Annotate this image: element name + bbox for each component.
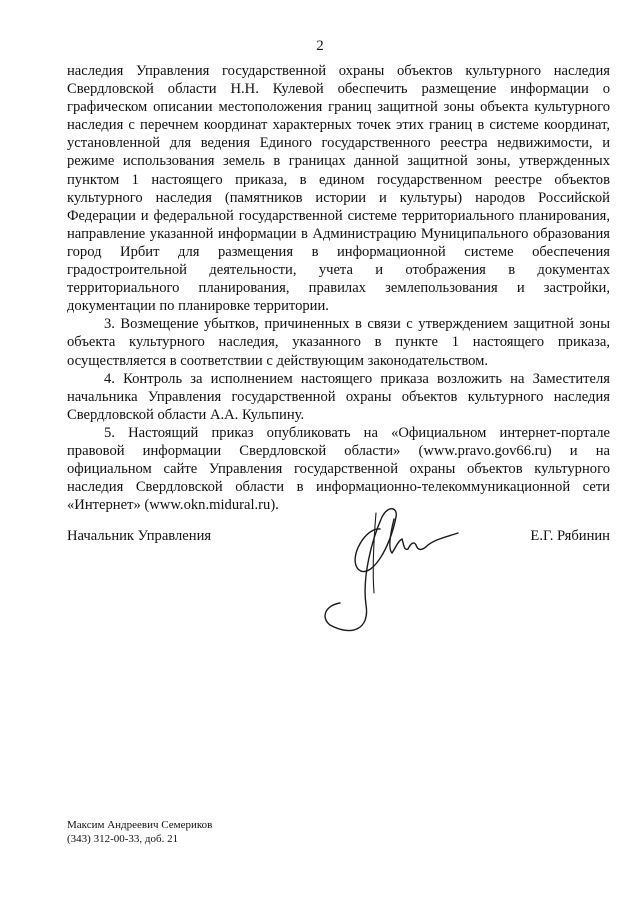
signatory-name: Е.Г. Рябинин bbox=[530, 528, 610, 544]
executor-phone: (343) 312-00-33, доб. 21 bbox=[67, 833, 179, 845]
paragraph-continuation: наследия Управления государственной охраны объектов культурного наследия Свердловской области Н.Н. Кулевой обеспечить размещение информации о графическом описании местоположения границ защитной зоны объекта культурного наследия с перечнем координат характерных точек этих границ в системе координат, установленной для ведения Единого государственного реестра недвижимости, и режиме использования земель в границах данной защитной зоны, утвержденных пунктом 1 настоящего приказа, в едином государственном реестре объектов культурного наследия (памятников истории и культуры) народов Российской Федерации и федеральной государственной системе территориального планирования, направление указанной информации в Администрацию Муниципального образования город Ирбит для размещения в информационной системе обеспечения градостроительной деятельности, учета и отображения в документах территориального планирования, правилах землепользования и застройки, документации по планировке территории. bbox=[67, 63, 610, 315]
paragraph-item-3: 3. Возмещение убытков, причиненных в связи с утверждением защитной зоны объекта культурного наследия, указанного в пункте 1 настоящего приказа, осуществляется в соответствии с действующим законодательством. bbox=[67, 316, 610, 369]
executor-footer bbox=[67, 818, 212, 846]
paragraph-item-5: 5. Настоящий приказ опубликовать на «Официальном интернет-портале правовой информации Свердловской области» (www.pravo.gov66.ru) и на официальном сайте Управления государственной охраны объектов культурного наследия Свердловской области в информационно-телекоммуникационной сети «Интернет» (www.okn.midural.ru). bbox=[67, 424, 610, 514]
document-body bbox=[67, 62, 610, 514]
page-number: 2 bbox=[316, 38, 324, 54]
paragraph-item-4: 4. Контроль за исполнением настоящего приказа возложить на Заместителя начальника Управления государственной охраны объектов культурного наследия Свердловской области А.А. Кульпину. bbox=[67, 370, 610, 423]
signatory-title: Начальник Управления bbox=[67, 528, 212, 544]
executor-name: Максим Андреевич Семериков bbox=[67, 819, 213, 831]
handwritten-signature-icon bbox=[318, 497, 468, 637]
